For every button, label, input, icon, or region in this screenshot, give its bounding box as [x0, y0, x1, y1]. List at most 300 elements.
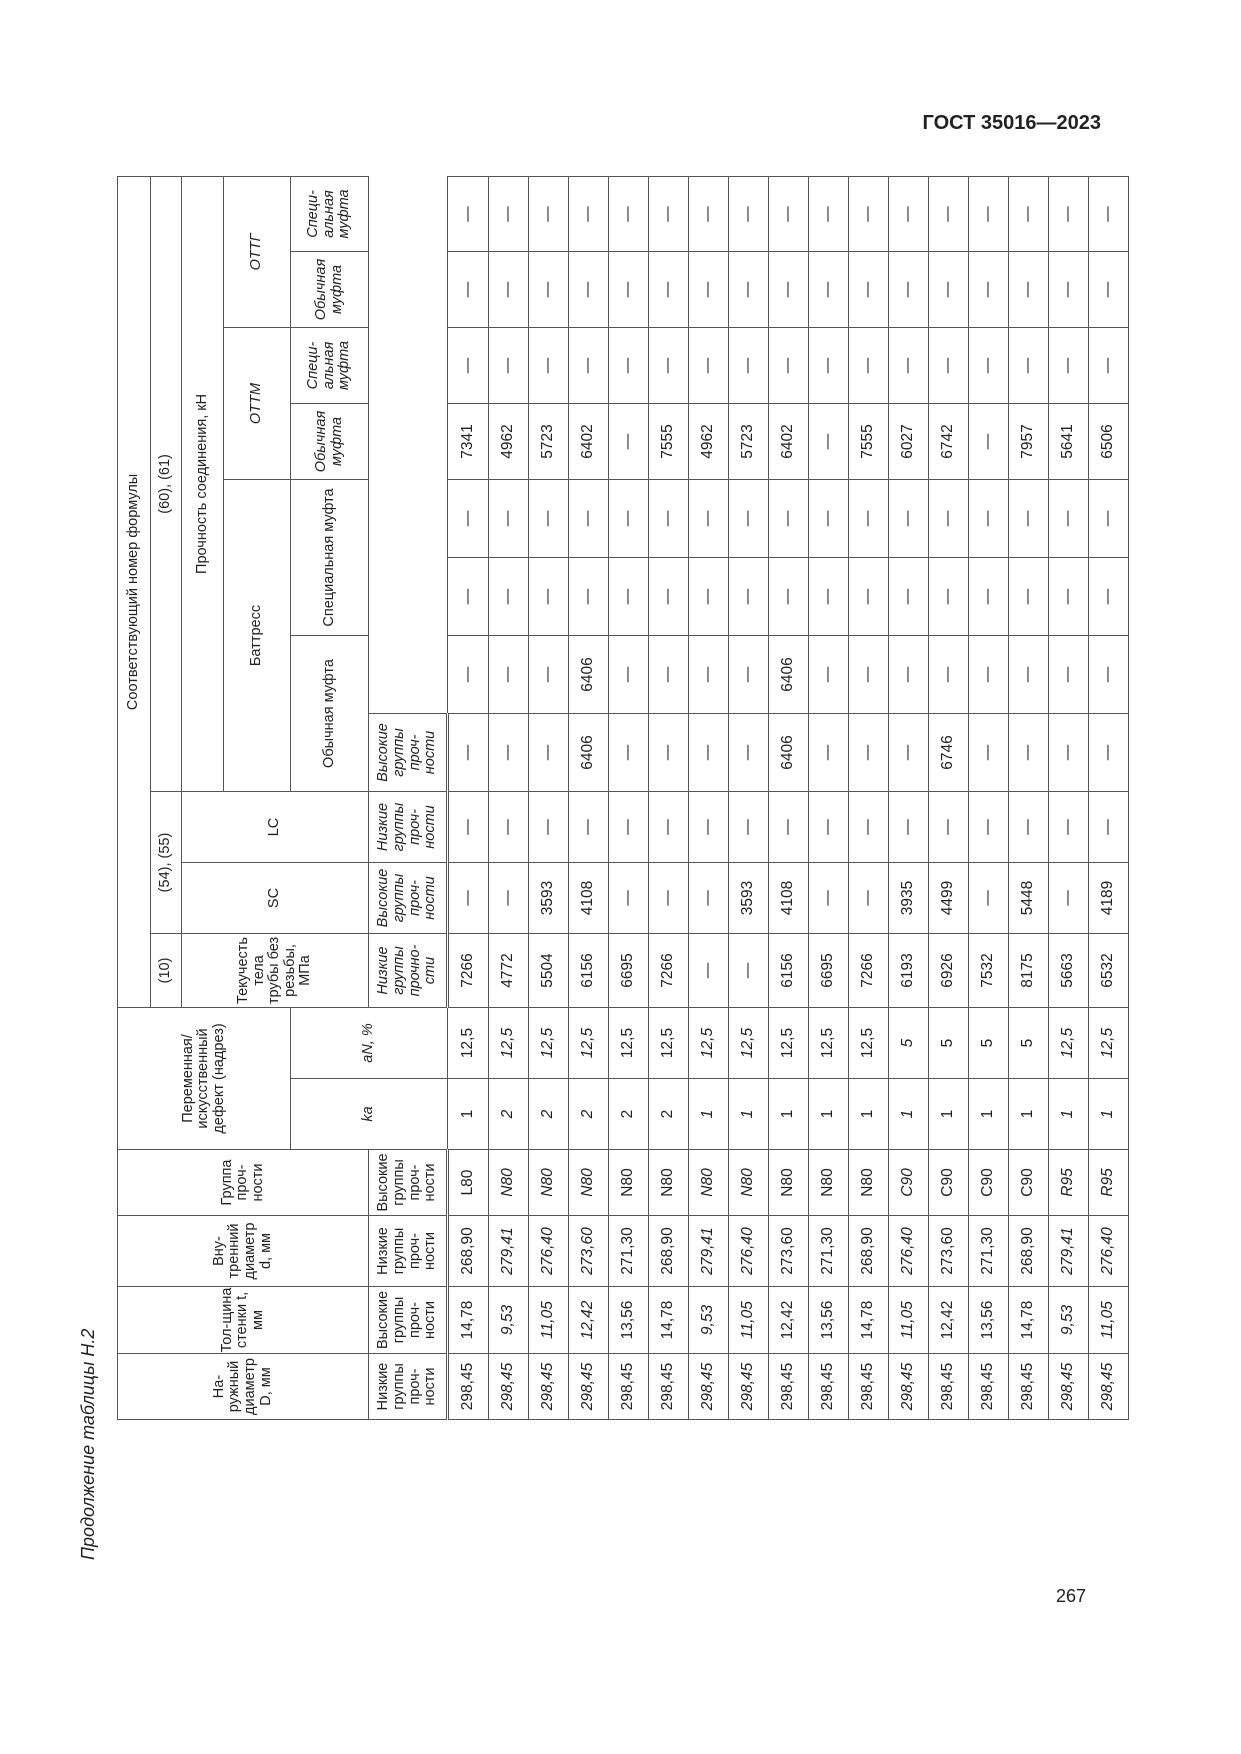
cell-b-reg-low: — [609, 713, 649, 791]
cell-lc: — [649, 791, 689, 862]
cell-ottg-spec: — [448, 176, 489, 251]
table-row [1049, 176, 1089, 1419]
cell-b-spec-low: — [1009, 557, 1049, 635]
cell-b-reg-high: 6406 [769, 635, 809, 713]
cell-b-reg-high: — [889, 635, 929, 713]
cell-ottm-spec: — [729, 327, 769, 403]
cell-ottm-reg: — [969, 403, 1009, 479]
cell-ottg-reg: — [529, 251, 569, 327]
cell-yield: 7266 [649, 933, 689, 1007]
cell-ottg-spec: — [529, 176, 569, 251]
cell-D: 298,45 [1089, 1354, 1129, 1420]
cell-an: 12,5 [1089, 1007, 1129, 1078]
cell-yield: 7266 [448, 933, 489, 1007]
cell-sc: — [489, 862, 529, 933]
cell-b-spec-low: — [1049, 557, 1089, 635]
cell-ottm-spec: — [569, 327, 609, 403]
cell-ottg-spec: — [769, 176, 809, 251]
cell-an: 12,5 [1049, 1007, 1089, 1078]
cell-b-spec-high: — [929, 479, 969, 557]
cell-ottg-spec: — [1089, 176, 1129, 251]
table-row [649, 176, 689, 1419]
header-sc: SC [182, 862, 369, 933]
header-ottg-special: Специ-альная муфта [291, 176, 369, 251]
cell-ottg-reg: — [609, 251, 649, 327]
cell-ottm-reg: 6027 [889, 403, 929, 479]
header-ottm-regular-low: Низкие группы прочно-сти [369, 933, 448, 1007]
cell-t: 13,56 [809, 1287, 849, 1354]
cell-ottg-spec: — [649, 176, 689, 251]
cell-yield: — [689, 933, 729, 1007]
cell-ottg-reg: — [649, 251, 689, 327]
cell-ottg-reg: — [929, 251, 969, 327]
cell-b-reg-low: — [1089, 713, 1129, 791]
table-row [569, 176, 609, 1419]
cell-an: 12,5 [729, 1007, 769, 1078]
cell-b-reg-high: — [849, 635, 889, 713]
cell-b-reg-low: — [448, 713, 489, 791]
cell-yield: 4772 [489, 933, 529, 1007]
cell-ottm-reg: 7957 [1009, 403, 1049, 479]
cell-b-spec-low: — [809, 557, 849, 635]
cell-ka: 1 [929, 1079, 969, 1150]
cell-ka: 1 [1089, 1079, 1129, 1150]
cell-yield: 6193 [889, 933, 929, 1007]
cell-yield: 6156 [769, 933, 809, 1007]
cell-grade: N80 [769, 1150, 809, 1216]
cell-an: 12,5 [448, 1007, 489, 1078]
cell-d: 271,30 [969, 1216, 1009, 1287]
cell-ottm-reg: 6402 [769, 403, 809, 479]
cell-sc: — [448, 862, 489, 933]
cell-ottg-spec: — [889, 176, 929, 251]
cell-t: 11,05 [729, 1287, 769, 1354]
cell-d: 271,30 [609, 1216, 649, 1287]
cell-b-spec-high: — [729, 479, 769, 557]
document-code: ГОСТ 35016—2023 [922, 112, 1101, 134]
cell-b-spec-high: — [1089, 479, 1129, 557]
cell-an: 5 [969, 1007, 1009, 1078]
cell-D: 298,45 [969, 1354, 1009, 1420]
cell-sc: 4499 [929, 862, 969, 933]
cell-ottm-spec: — [529, 327, 569, 403]
cell-sc: 5448 [1009, 862, 1049, 933]
cell-t: 11,05 [889, 1287, 929, 1354]
cell-an: 5 [1009, 1007, 1049, 1078]
cell-ottm-reg: 5723 [529, 403, 569, 479]
cell-ottg-reg: — [448, 251, 489, 327]
cell-ka: 1 [1009, 1079, 1049, 1150]
cell-D: 298,45 [769, 1354, 809, 1420]
cell-ottg-reg: — [1089, 251, 1129, 327]
cell-yield: 6156 [569, 933, 609, 1007]
cell-grade: R95 [1049, 1150, 1089, 1216]
cell-sc: 4108 [769, 862, 809, 933]
cell-sc: — [849, 862, 889, 933]
cell-lc: — [1049, 791, 1089, 862]
cell-sc: — [609, 862, 649, 933]
table-caption: Продолжение таблицы Н.2 [78, 1328, 98, 1560]
cell-sc: 3593 [729, 862, 769, 933]
cell-ottg-reg: — [729, 251, 769, 327]
cell-D: 298,45 [889, 1354, 929, 1420]
header-inner-diameter: Вну-тренний диаметр d, мм [118, 1216, 369, 1287]
cell-b-spec-low: — [969, 557, 1009, 635]
cell-yield: — [729, 933, 769, 1007]
cell-b-spec-high: — [1049, 479, 1089, 557]
table-row [769, 176, 809, 1419]
table-row [849, 176, 889, 1419]
cell-t: 14,78 [849, 1287, 889, 1354]
cell-grade: L80 [448, 1150, 489, 1216]
cell-an: 12,5 [689, 1007, 729, 1078]
header-ottm-special: Специ-альная муфта [291, 327, 369, 403]
cell-grade: N80 [489, 1150, 529, 1216]
cell-D: 298,45 [689, 1354, 729, 1420]
cell-b-reg-high: — [929, 635, 969, 713]
cell-ottm-reg: 6742 [929, 403, 969, 479]
cell-ottm-spec: — [609, 327, 649, 403]
cell-ottm-spec: — [448, 327, 489, 403]
cell-ottm-reg: — [609, 403, 649, 479]
cell-D: 298,45 [649, 1354, 689, 1420]
cell-sc: — [1049, 862, 1089, 933]
cell-an: 12,5 [609, 1007, 649, 1078]
cell-lc: — [609, 791, 649, 862]
table-row [969, 176, 1009, 1419]
cell-lc: — [889, 791, 929, 862]
cell-b-reg-low: — [729, 713, 769, 791]
cell-ka: 1 [689, 1079, 729, 1150]
cell-t: 12,42 [769, 1287, 809, 1354]
cell-grade: C90 [889, 1150, 929, 1216]
cell-b-spec-high: — [649, 479, 689, 557]
cell-b-spec-high: — [609, 479, 649, 557]
cell-ottm-reg: 7555 [649, 403, 689, 479]
cell-t: 9,53 [489, 1287, 529, 1354]
cell-sc: 3593 [529, 862, 569, 933]
cell-d: 279,41 [489, 1216, 529, 1287]
table-row [489, 176, 529, 1419]
cell-b-reg-high: — [809, 635, 849, 713]
cell-ottm-reg: 4962 [689, 403, 729, 479]
cell-b-reg-low: 6406 [769, 713, 809, 791]
cell-ottg-spec: — [849, 176, 889, 251]
cell-ottg-reg: — [689, 251, 729, 327]
cell-sc: — [689, 862, 729, 933]
cell-lc: — [448, 791, 489, 862]
cell-D: 298,45 [609, 1354, 649, 1420]
cell-D: 298,45 [448, 1354, 489, 1420]
table-row [929, 176, 969, 1419]
cell-d: 268,90 [849, 1216, 889, 1287]
cell-t: 14,78 [1009, 1287, 1049, 1354]
cell-b-spec-high: — [529, 479, 569, 557]
header-ottg-regular-low: Низкие группы проч-ности [369, 791, 448, 862]
cell-b-reg-low: — [969, 713, 1009, 791]
table-row [889, 176, 929, 1419]
header-ottg-regular: Обычная муфта [291, 251, 369, 327]
cell-b-spec-low: — [569, 557, 609, 635]
cell-sc: 3935 [889, 862, 929, 933]
cell-an: 12,5 [809, 1007, 849, 1078]
cell-ottg-reg: — [569, 251, 609, 327]
cell-ka: 1 [1049, 1079, 1089, 1150]
cell-ottm-reg: 6506 [1089, 403, 1129, 479]
cell-lc: — [969, 791, 1009, 862]
header-buttress: Баттресс [224, 479, 291, 791]
cell-ottm-reg: 4962 [489, 403, 529, 479]
cell-b-spec-low: — [1089, 557, 1129, 635]
cell-grade: N80 [649, 1150, 689, 1216]
cell-D: 298,45 [489, 1354, 529, 1420]
cell-b-reg-high: — [1049, 635, 1089, 713]
cell-d: 273,60 [929, 1216, 969, 1287]
cell-ottg-spec: — [609, 176, 649, 251]
cell-b-reg-high: — [1009, 635, 1049, 713]
cell-D: 298,45 [809, 1354, 849, 1420]
cell-b-spec-high: — [769, 479, 809, 557]
header-lc: LC [182, 791, 369, 862]
cell-d: 276,40 [529, 1216, 569, 1287]
header-ottg-special-high: Высокие группы проч-ности [369, 713, 448, 791]
cell-b-reg-high: — [1089, 635, 1129, 713]
cell-grade: C90 [969, 1150, 1009, 1216]
cell-ottg-spec: — [1009, 176, 1049, 251]
table-row [1089, 176, 1129, 1419]
cell-b-reg-high: — [649, 635, 689, 713]
cell-d: 276,40 [1089, 1216, 1129, 1287]
cell-t: 14,78 [448, 1287, 489, 1354]
cell-b-spec-low: — [769, 557, 809, 635]
cell-ottg-reg: — [1049, 251, 1089, 327]
cell-ottm-spec: — [1089, 327, 1129, 403]
cell-ka: 1 [969, 1079, 1009, 1150]
cell-b-reg-low: 6746 [929, 713, 969, 791]
header-ottm: ОТТМ [224, 327, 291, 479]
cell-b-spec-high: — [969, 479, 1009, 557]
cell-ottg-reg: — [1009, 251, 1049, 327]
cell-lc: — [809, 791, 849, 862]
header-ottm-regular: Обычная муфта [291, 403, 369, 479]
cell-ka: 2 [569, 1079, 609, 1150]
cell-b-spec-high: — [809, 479, 849, 557]
cell-d: 271,30 [809, 1216, 849, 1287]
table-row [609, 176, 649, 1419]
table-row [729, 176, 769, 1419]
header-formula-54-55: (54), (55) [151, 791, 182, 933]
cell-sc: — [809, 862, 849, 933]
cell-lc: — [689, 791, 729, 862]
cell-yield: 8175 [1009, 933, 1049, 1007]
cell-b-spec-low: — [448, 557, 489, 635]
cell-grade: C90 [1009, 1150, 1049, 1216]
cell-b-reg-high: — [969, 635, 1009, 713]
table-row [809, 176, 849, 1419]
cell-lc: — [1009, 791, 1049, 862]
header-buttress-special: Специальная муфта [291, 479, 369, 635]
cell-ottg-reg: — [889, 251, 929, 327]
table-body [448, 176, 1129, 1419]
cell-ottg-spec: — [929, 176, 969, 251]
cell-b-spec-low: — [529, 557, 569, 635]
header-ka: ka [291, 1079, 448, 1150]
cell-b-spec-high: — [689, 479, 729, 557]
cell-t: 9,53 [1049, 1287, 1089, 1354]
cell-t: 12,42 [929, 1287, 969, 1354]
cell-b-reg-high: — [529, 635, 569, 713]
cell-b-reg-low: — [809, 713, 849, 791]
header-formula-number: Соответствующий номер формулы [118, 176, 151, 1007]
cell-d: 273,60 [769, 1216, 809, 1287]
header-wall-thickness: Тол-щина стенки t, мм [118, 1287, 369, 1354]
cell-grade: N80 [809, 1150, 849, 1216]
cell-t: 13,56 [969, 1287, 1009, 1354]
cell-yield: 6532 [1089, 933, 1129, 1007]
cell-ottg-spec: — [569, 176, 609, 251]
header-ottg: ОТТГ [224, 176, 291, 327]
cell-d: 273,60 [569, 1216, 609, 1287]
cell-d: 276,40 [729, 1216, 769, 1287]
cell-D: 298,45 [849, 1354, 889, 1420]
header-an: aN, % [291, 1007, 448, 1078]
cell-ottg-reg: — [769, 251, 809, 327]
cell-b-reg-low: — [529, 713, 569, 791]
cell-ottm-spec: — [649, 327, 689, 403]
cell-ka: 1 [769, 1079, 809, 1150]
cell-d: 268,90 [448, 1216, 489, 1287]
cell-b-reg-low: — [849, 713, 889, 791]
cell-grade: N80 [689, 1150, 729, 1216]
header-buttress-regular-low: Низкие группы проч-ности [369, 1354, 448, 1420]
cell-ottm-reg: 6402 [569, 403, 609, 479]
header-yield: Текучесть тела трубы без резьбы, МПа [182, 933, 369, 1007]
cell-ottg-spec: — [809, 176, 849, 251]
cell-an: 5 [929, 1007, 969, 1078]
cell-ottm-reg: — [809, 403, 849, 479]
cell-ka: 1 [448, 1079, 489, 1150]
header-outer-diameter: На-ружный диаметр D, мм [118, 1354, 369, 1420]
cell-sc: 4189 [1089, 862, 1129, 933]
table-head [118, 176, 448, 1419]
cell-ottm-reg: 5723 [729, 403, 769, 479]
cell-ka: 2 [489, 1079, 529, 1150]
cell-b-reg-high: — [448, 635, 489, 713]
cell-an: 5 [889, 1007, 929, 1078]
cell-b-reg-high: — [609, 635, 649, 713]
cell-d: 268,90 [649, 1216, 689, 1287]
cell-b-spec-low: — [609, 557, 649, 635]
cell-d: 279,41 [689, 1216, 729, 1287]
cell-b-reg-low: — [649, 713, 689, 791]
cell-b-spec-high: — [889, 479, 929, 557]
cell-an: 12,5 [849, 1007, 889, 1078]
cell-d: 276,40 [889, 1216, 929, 1287]
cell-yield: 6926 [929, 933, 969, 1007]
cell-sc: — [969, 862, 1009, 933]
page-number: 267 [1056, 1586, 1087, 1606]
table-row [448, 176, 489, 1419]
cell-ottm-spec: — [1049, 327, 1089, 403]
cell-ottg-spec: — [729, 176, 769, 251]
header-joint-strength: Прочность соединения, кН [182, 176, 224, 791]
cell-lc: — [489, 791, 529, 862]
cell-ottg-spec: — [489, 176, 529, 251]
cell-b-spec-low: — [729, 557, 769, 635]
cell-ottm-spec: — [969, 327, 1009, 403]
cell-t: 13,56 [609, 1287, 649, 1354]
cell-t: 12,42 [569, 1287, 609, 1354]
cell-ottm-reg: 7555 [849, 403, 889, 479]
cell-yield: 7266 [849, 933, 889, 1007]
cell-lc: — [529, 791, 569, 862]
cell-grade: C90 [929, 1150, 969, 1216]
cell-b-spec-high: — [1009, 479, 1049, 557]
cell-yield: 6695 [809, 933, 849, 1007]
cell-b-spec-low: — [649, 557, 689, 635]
header-buttress-regular-high: Высокие группы проч-ности [369, 1287, 448, 1354]
cell-ottm-spec: — [929, 327, 969, 403]
cell-yield: 5504 [529, 933, 569, 1007]
header-buttress-regular: Обычная муфта [291, 635, 369, 791]
cell-ottm-reg: 5641 [1049, 403, 1089, 479]
cell-lc: — [929, 791, 969, 862]
cell-b-spec-low: — [929, 557, 969, 635]
cell-yield: 6695 [609, 933, 649, 1007]
cell-an: 12,5 [529, 1007, 569, 1078]
cell-ottm-spec: — [769, 327, 809, 403]
cell-d: 268,90 [1009, 1216, 1049, 1287]
data-table [117, 176, 1129, 1420]
cell-ottg-reg: — [809, 251, 849, 327]
cell-ottg-reg: — [849, 251, 889, 327]
cell-ottm-spec: — [1009, 327, 1049, 403]
cell-ottg-spec: — [689, 176, 729, 251]
table-row [689, 176, 729, 1419]
cell-D: 298,45 [729, 1354, 769, 1420]
cell-ottm-spec: — [889, 327, 929, 403]
cell-b-spec-low: — [849, 557, 889, 635]
cell-b-reg-low: — [1009, 713, 1049, 791]
cell-ka: 1 [889, 1079, 929, 1150]
header-strength-group: Группа проч-ности [118, 1150, 369, 1216]
cell-d: 279,41 [1049, 1216, 1089, 1287]
header-buttress-special-high: Высокие группы проч-ности [369, 1150, 448, 1216]
header-ottm-special-high: Высокие группы проч-ности [369, 862, 448, 933]
cell-ottm-spec: — [489, 327, 529, 403]
cell-ottg-reg: — [489, 251, 529, 327]
cell-grade: R95 [1089, 1150, 1129, 1216]
cell-ottm-spec: — [849, 327, 889, 403]
cell-D: 298,45 [569, 1354, 609, 1420]
header-formula-10: (10) [151, 933, 182, 1007]
cell-yield: 7532 [969, 933, 1009, 1007]
cell-an: 12,5 [569, 1007, 609, 1078]
cell-ka: 2 [609, 1079, 649, 1150]
cell-ottg-reg: — [969, 251, 1009, 327]
cell-ottg-spec: — [969, 176, 1009, 251]
cell-ottm-spec: — [689, 327, 729, 403]
cell-t: 11,05 [1089, 1287, 1129, 1354]
cell-t: 11,05 [529, 1287, 569, 1354]
cell-grade: N80 [729, 1150, 769, 1216]
cell-ottg-spec: — [1049, 176, 1089, 251]
cell-ottm-reg: 7341 [448, 403, 489, 479]
cell-ka: 2 [649, 1079, 689, 1150]
cell-ka: 1 [809, 1079, 849, 1150]
cell-grade: N80 [529, 1150, 569, 1216]
cell-b-reg-high: — [689, 635, 729, 713]
